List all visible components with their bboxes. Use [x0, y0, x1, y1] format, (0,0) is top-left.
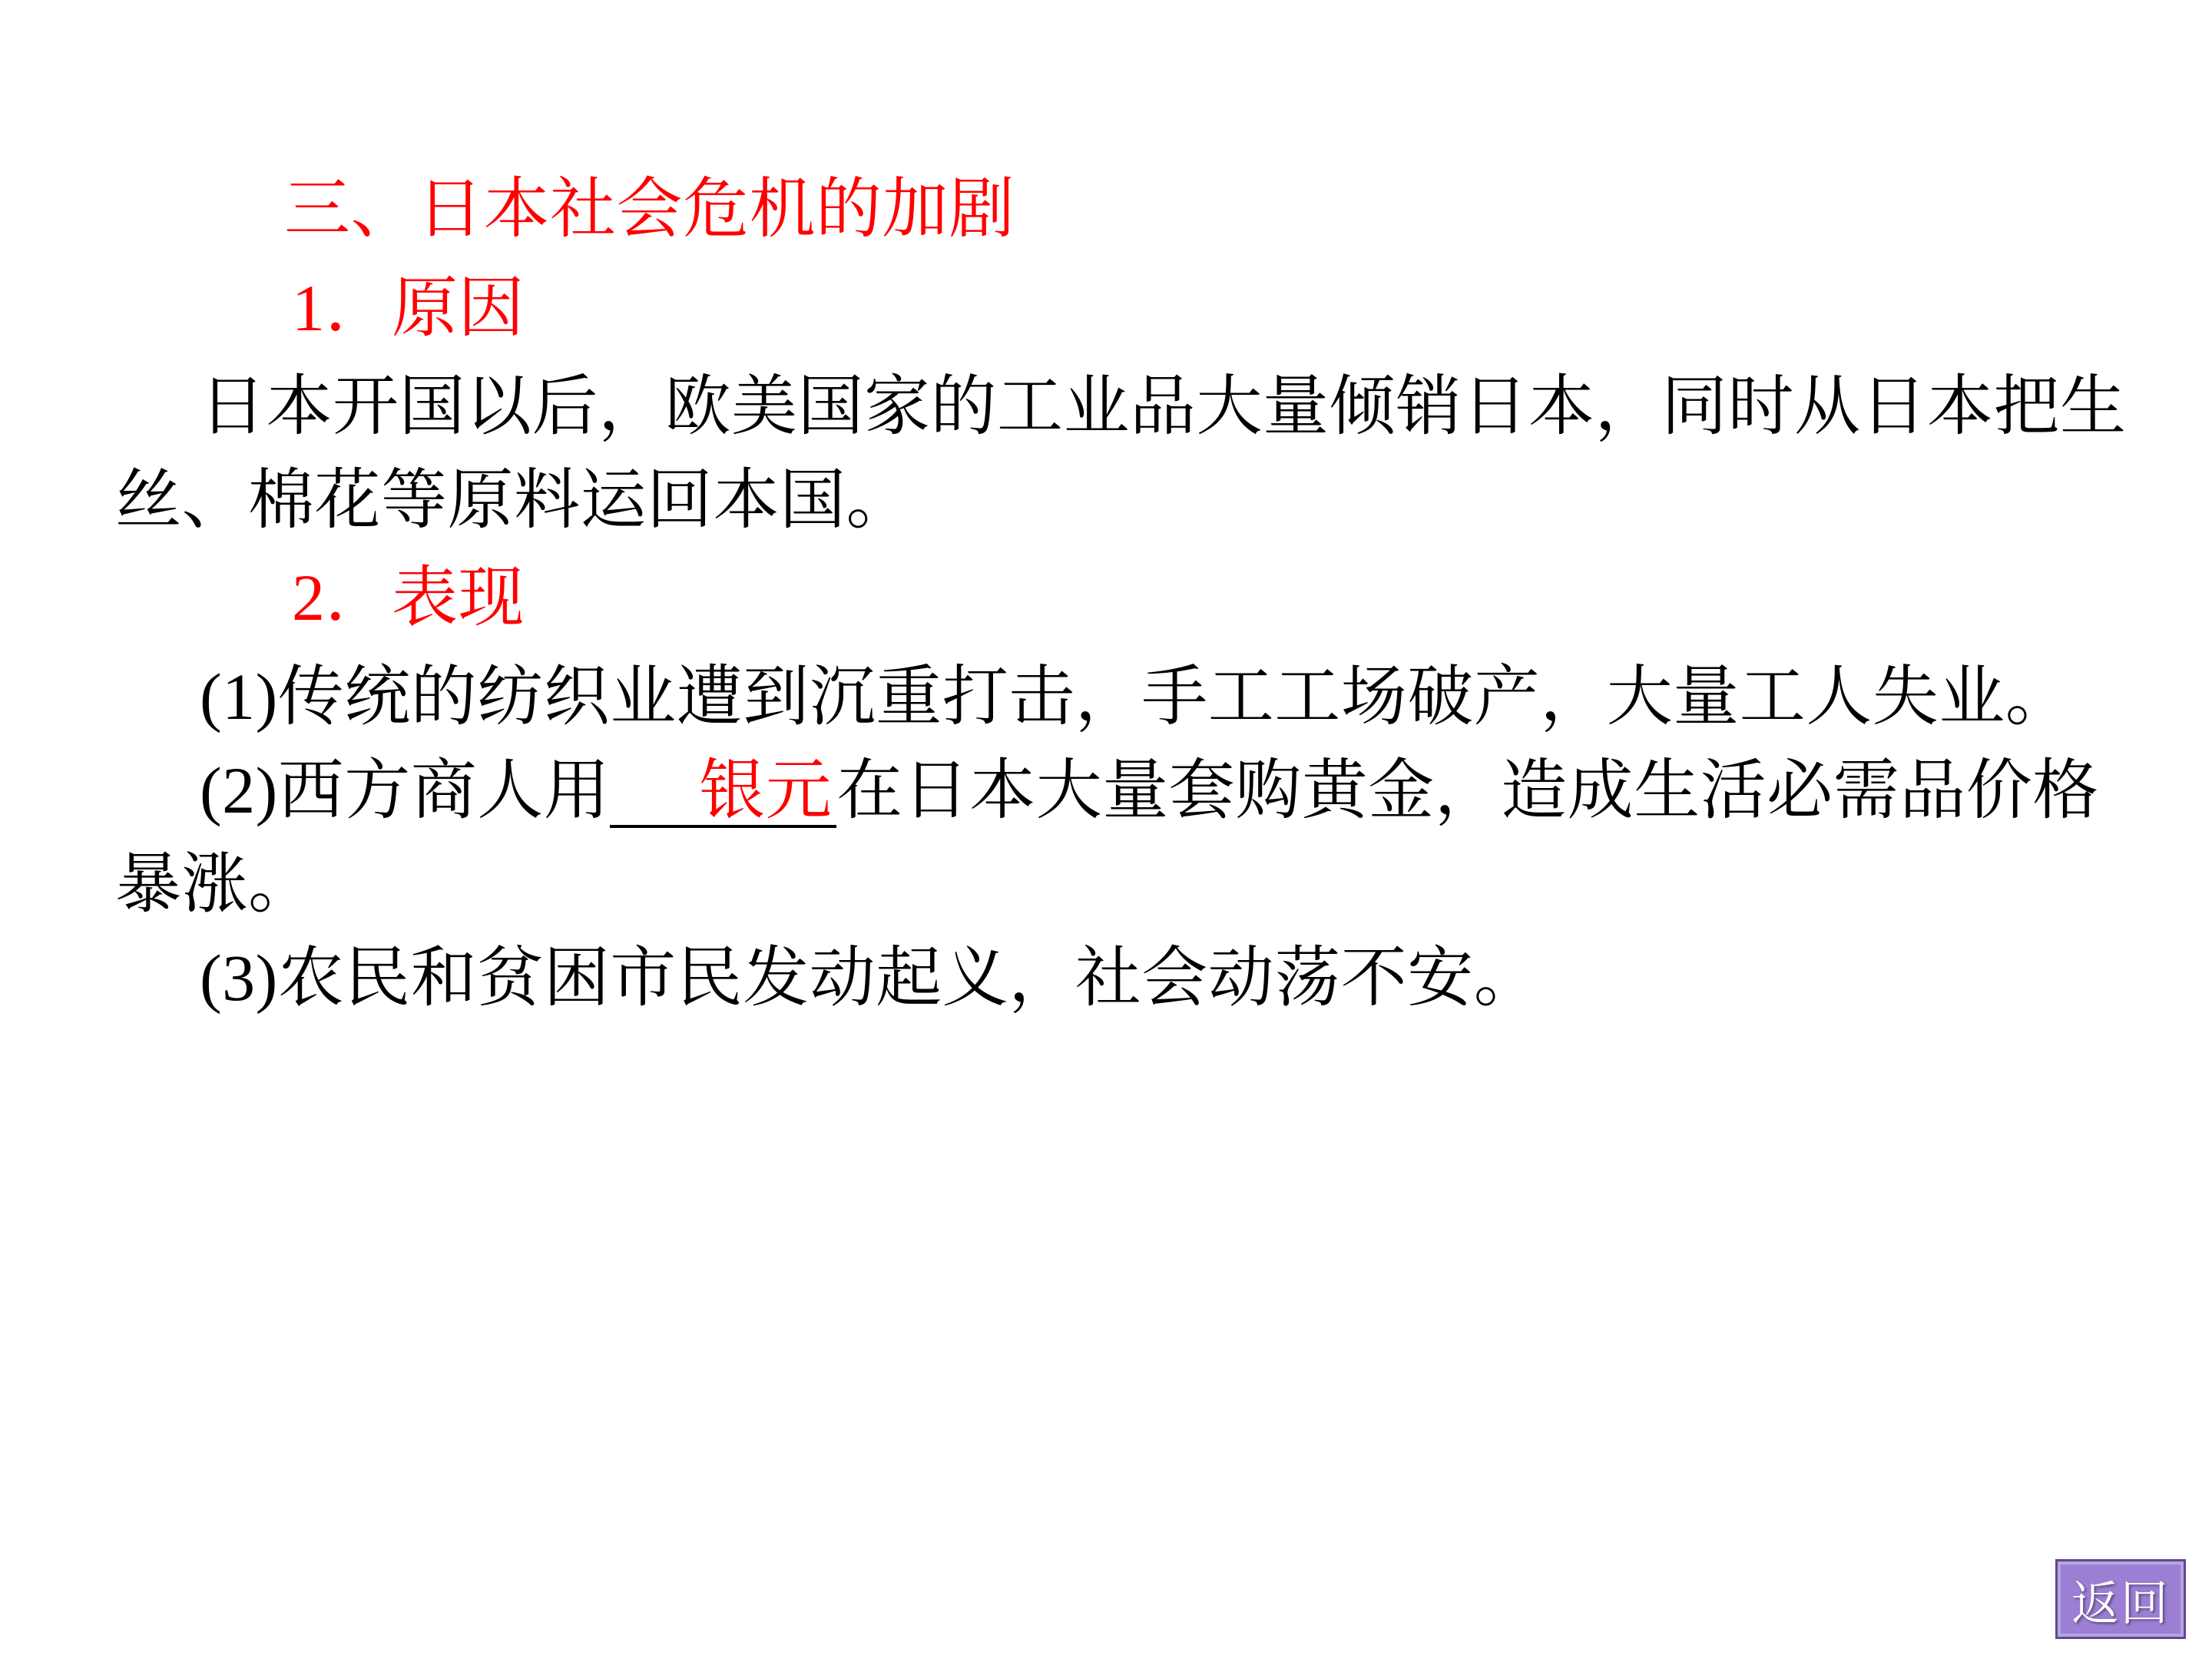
- section-heading: 三、日本社会危机的加剧: [284, 172, 1015, 246]
- expression-item-3: (3)农民和贫困市民发动起义，社会动荡不安。: [200, 940, 1541, 1015]
- point-1-text: 日本开国以后，欧美国家的工业品大量倾销日本，同时从日本把生丝、棉花等原料运回本国。: [115, 369, 2127, 538]
- slide-content: [115, 161, 2128, 1025]
- expression-item-1: (1)传统的纺织业遭到沉重打击，手工工场破产，大量工人失业。: [200, 659, 2072, 733]
- expression-item-2: [115, 743, 2128, 931]
- point-2-label: 2．表现: [292, 561, 525, 635]
- return-button[interactable]: [2055, 1559, 2186, 1639]
- point-1-label: 1．原因: [292, 270, 525, 345]
- return-button-label: 返回: [2071, 1577, 2170, 1631]
- item-2-text-after: 在日本大量套购黄金，造成生活必需品价格暴涨。: [115, 753, 2099, 921]
- fill-in-blank-answer: 银元: [610, 756, 836, 828]
- item-2-text-before: (2)西方商人用: [200, 753, 611, 827]
